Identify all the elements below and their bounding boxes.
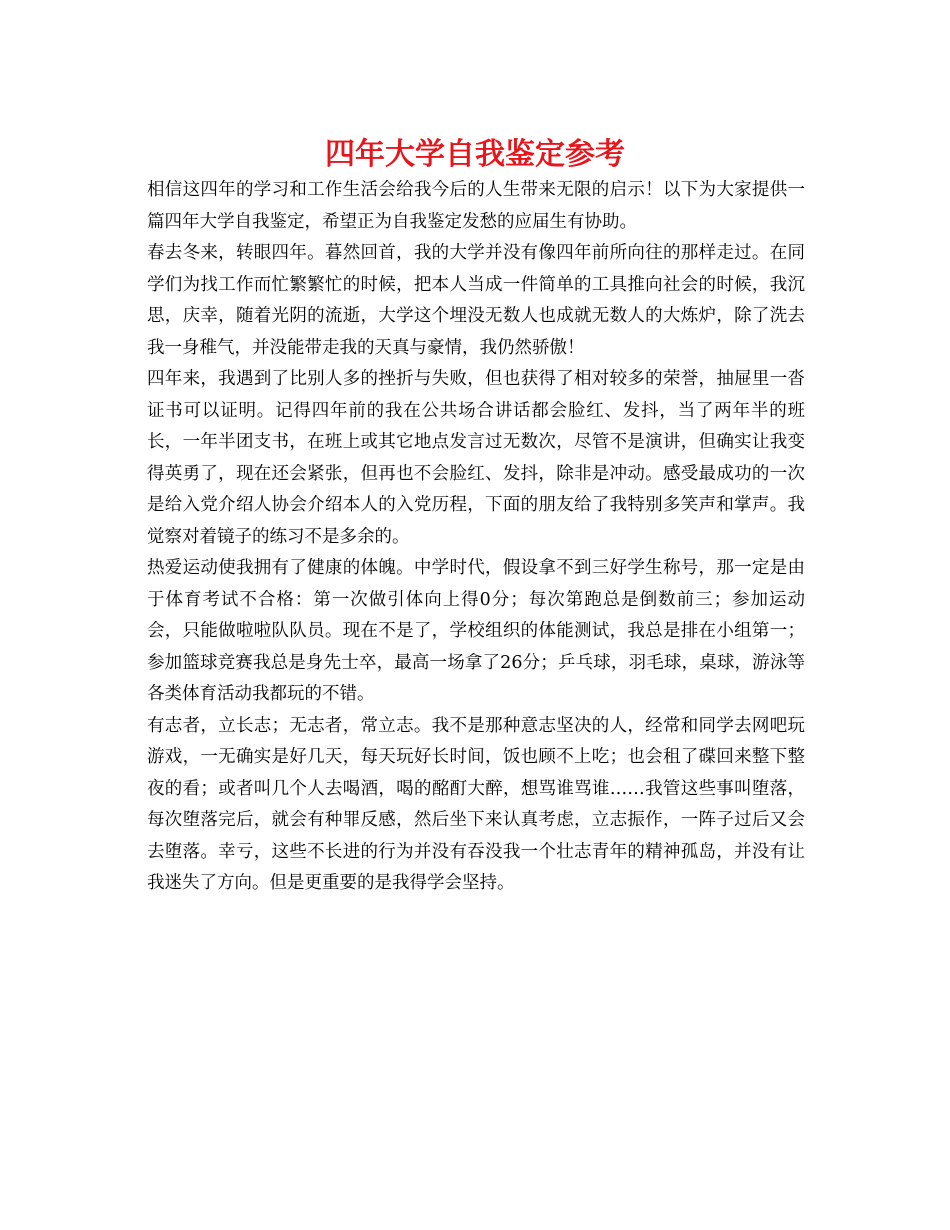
paragraph-reflection: 春去冬来，转眼四年。暮然回首，我的大学并没有像四年前所向往的那样走过。在同学们为找工作而忙繁繁忙的时候，把本人当成一件简单的工具推向社会的时候，我沉思，庆幸，随着光阴的流逝，大学这个埋没无数人也成就无数人的大炼炉，除了洗去我一身稚气，并没能带走我的天真与豪情，我仍然骄傲！ [147, 243, 805, 358]
document-title: 四年大学自我鉴定参考 [325, 137, 625, 172]
paragraph-perseverance: 有志者，立长志；无志者，常立志。我不是那种意志坚决的人，经常和同学去网吧玩游戏，一无确实是好几天，每天玩好长时间，饭也顾不上吃；也会租了碟回来整下整夜的看；或者叫几个人去喝酒，喝的酩酊大醉，想骂谁骂谁……我管这些事叫堕落，每次堕落完后，就会有种罪反感，然后坐下来认真考虑，立志振作，一阵子过后又会去堕落。幸亏，这些不长进的行为并没有吞没我一个壮志青年的精神孤岛，并没有让我迷失了方向。但是更重要的是我得学会坚持。 [147, 715, 805, 893]
paragraph-intro: 相信这四年的学习和工作生活会给我今后的人生带来无限的启示！以下为大家提供一篇四年大学自我鉴定，希望正为自我鉴定发愁的应届生有协助。 [147, 180, 805, 232]
paragraph-growth: 四年来，我遇到了比别人多的挫折与失败，但也获得了相对较多的荣誉，抽屉里一沓证书可以证明。记得四年前的我在公共场合讲话都会脸红、发抖，当了两年半的班长，一年半团支书，在班上或其它地点发言过无数次，尽管不是演讲，但确实让我变得英勇了，现在还会紧张，但再也不会脸红、发抖，除非是冲动。感受最成功的一次是给入党介绍人协会介绍本人的入党历程，下面的朋友给了我特别多笑声和掌声。我觉察对着镜子的练习不是多余的。 [147, 369, 805, 547]
document-body [147, 175, 805, 900]
paragraph-sports: 热爱运动使我拥有了健康的体魄。中学时代，假设拿不到三好学生称号，那一定是由于体育考试不合格：第一次做引体向上得0分；每次第跑总是倒数前三；参加运动会，只能做啦啦队队员。现在不是了，学校组织的体能测试，我总是排在小组第一；参加篮球竞赛我总是身先士卒，最高一场拿了26分；乒乓球，羽毛球，桌球，游泳等各类体育活动我都玩的不错。 [147, 558, 805, 704]
